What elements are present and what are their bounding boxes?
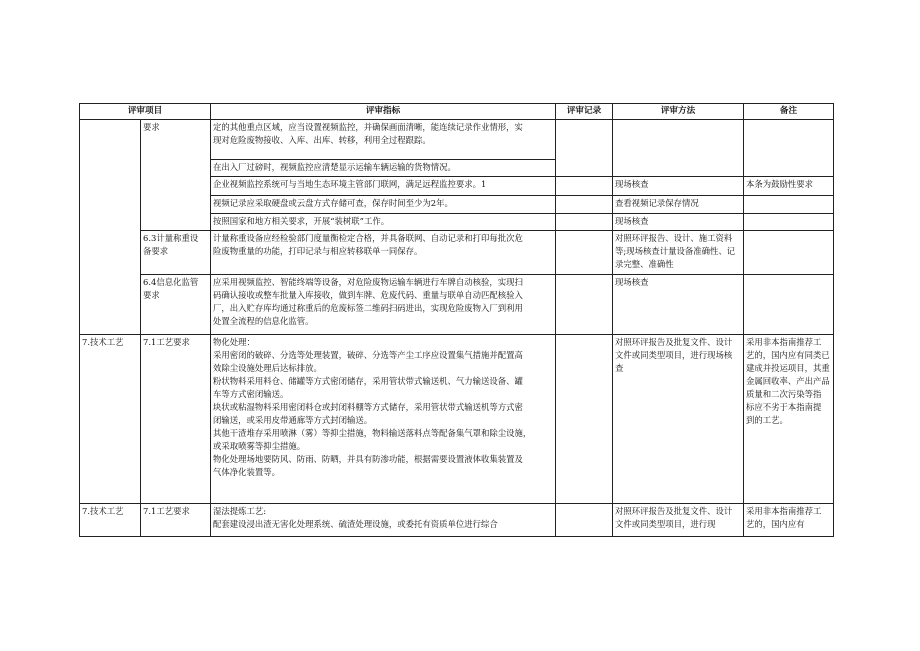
record-cell — [556, 504, 613, 537]
sub-item-cell: 7.1工艺要求 — [141, 504, 211, 537]
method-cell — [613, 120, 744, 177]
indicator-cell: 定的其他重点区域，应当设置视频监控，并确保画面清晰，能连续记录作业情形，实 现对危险废物接收、入库、出库、转移，利用全过程跟踪。 — [211, 120, 556, 160]
method-cell: 对照环评报告及批复文件、设计 文件或同类型项目，进行现 — [613, 504, 744, 537]
note-cell — [744, 120, 834, 177]
note-cell — [744, 214, 834, 231]
indicator-cell: 计量称重设备应经检验部门度量衡检定合格，并具备联网、自动记录和打印每批次危 险废物重量的功能，打印记录与相应转移联单一同保存。 — [211, 231, 556, 275]
record-cell — [556, 120, 613, 177]
table-row — [80, 275, 834, 335]
table-row — [80, 231, 834, 275]
note-cell: 本条为鼓励性要求 — [744, 177, 834, 196]
record-cell — [556, 335, 613, 504]
table-row — [80, 504, 834, 537]
note-cell — [744, 196, 834, 214]
record-cell — [556, 275, 613, 335]
method-cell: 对照环评报告、设计、施工资料 等;现场核查计量设备准确性、记 录完整、准确性 — [613, 231, 744, 275]
record-cell — [556, 214, 613, 231]
sub-item-cell: 7.1工艺要求 — [141, 335, 211, 504]
table-row — [80, 335, 834, 504]
header-method: 评审方法 — [613, 104, 744, 120]
review-item-cell — [80, 120, 141, 335]
review-table — [79, 103, 834, 537]
note-cell: 采用非本指南推荐工 艺的，国内应有同类已 建成并投运项目，其重 金属回收率、产出产品 质量和二次污染等指 标应不劣于本指南提 到的工艺。 — [744, 335, 834, 504]
method-cell: 现场核查 — [613, 214, 744, 231]
sub-item-cell: 6.3计量称重设 备要求 — [141, 231, 211, 275]
indicator-cell: 企业视频监控系统可与当地生态环境主管部门联网，满足远程监控要求。1 — [211, 177, 556, 196]
record-cell — [556, 231, 613, 275]
method-cell: 查看视频记录保存情况 — [613, 196, 744, 214]
record-cell — [556, 177, 613, 196]
sub-item-label: 要求 — [143, 122, 160, 132]
method-cell: 现场核查 — [613, 177, 744, 196]
review-item-cell: 7.技术工艺 — [80, 335, 141, 504]
method-cell: 现场核查 — [613, 275, 744, 335]
note-cell: 采用非本指南推荐工 艺的，国内应有 — [744, 504, 834, 537]
indicator-cell: 湿法提炼工艺: 配套建设浸出渣无害化处理系统、硫渣处理设施，或委托有资质单位进行综合 — [211, 504, 556, 537]
note-cell — [744, 275, 834, 335]
note-cell — [744, 231, 834, 275]
review-item-cell: 7.技术工艺 — [80, 504, 141, 537]
record-cell — [556, 196, 613, 214]
header-record: 评审记录 — [556, 104, 613, 120]
method-cell: 对照环评报告及批复文件、设计 文件或同类型项目，进行现场核 查 — [613, 335, 744, 504]
indicator-cell: 按照国家和地方相关要求，开展“装树联”工作。 — [211, 214, 556, 231]
header-note: 备注 — [744, 104, 834, 120]
indicator-cell: 物化处理： 采用密闭的破碎、分选等处理装置，破碎、分选等产尘工序应设置集气措施并配置高 效除尘设施处理后达标排放。 粉状物料采用料仓、储罐等方式密闭储存，采用管状带式输送机、气力输送设备、罐 车等方式密闭输送。 块状或粘湿物料采用密闭料仓或封闭料棚等方式储存，采用管状带式输送机等方式密 闭输送，或采用皮带通廊等方式封闭输送。 其他干渣堆存采用喷淋（雾）等抑尘措施，物料输送落料点等配备集气罩和除尘设施， 或采取喷雾等抑尘措施。 物化处理场地要防风、防雨、防晒，并具有防渗功能，根据需要设置液体收集装置及 气体净化装置等。 — [211, 335, 556, 504]
header-indicator: 评审指标 — [211, 104, 556, 120]
table-row — [80, 120, 834, 160]
header-row — [80, 104, 834, 120]
header-item: 评审项目 — [80, 104, 211, 120]
sub-item-cell: 6.4信息化监管 要求 — [141, 275, 211, 335]
indicator-cell: 应采用视频监控、智能终端等设备，对危险废物运输车辆进行车牌自动核验，实现扫 码确认接收或整车批量入库接收，做到车牌、危废代码、重量与联单自动匹配核验入 厂，出入贮存库均通过称重后的危废标签二维码扫码进出，实现危险废物入厂到利用 处置全流程的信息化监管。 — [211, 275, 556, 335]
indicator-cell: 视频记录应采取硬盘或云盘方式存储可查，保存时间至少为2年。 — [211, 196, 556, 214]
sub-item-cell — [141, 120, 211, 231]
indicator-cell: 在出入厂过磅时，视频监控应清楚显示运输车辆运输的货物情况。 — [211, 160, 556, 177]
